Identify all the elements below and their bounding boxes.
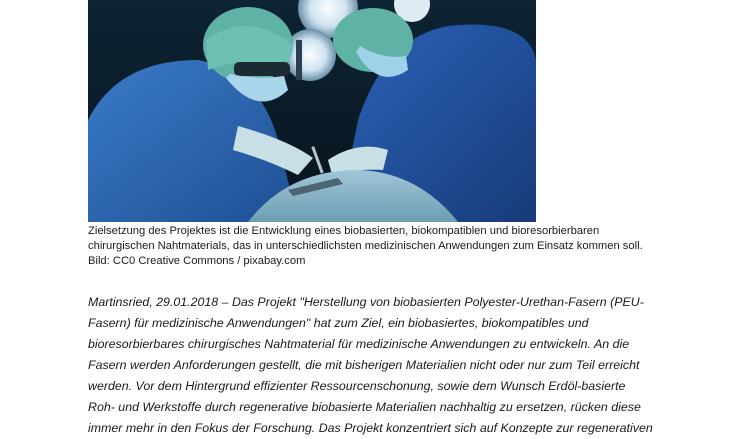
body-line: Fasern werden Anforderungen gestellt, die mit bisherigen Materialien nicht oder nur zum Teil erreicht [88,358,640,372]
body-line: immer mehr in den Fokus der Forschung. Das Projekt konzentriert sich auf Konzepte zur regenerativen [88,421,653,435]
caption-line: Zielsetzung des Projektes ist die Entwicklung eines biobasierten, biokompatiblen und bioresorbierbaren [88,225,600,237]
body-line: Martinsried, 29.01.2018 – Das Projekt "Herstellung von biobasierten Polyester-Urethan-Fasern (PEU- [88,295,644,309]
surgeons-photo-illustration [88,0,536,222]
caption-credit: Bild: CC0 Creative Commons / pixabay.com [88,255,306,267]
body-line: werden. Vor dem Hintergrund effizienter Ressourcenschonung, sowie dem Wunsch Erdöl-basierte [88,379,626,393]
press-release-body [88,292,688,439]
surgeons-photo [88,0,536,222]
body-line: bioresorbierbares chirurgisches Nahtmaterial für medizinische Anwendungen zu entwickeln. An die [88,337,630,351]
body-line: Roh- und Werkstoffe durch regenerative biobasierte Materialien nachhaltig zu ersetzen, rücken diese [88,400,641,414]
caption-line: chirurgischen Nahtmaterials, das in unterschiedlichsten medizinischen Anwendungen zum Einsatz kommen soll. [88,240,643,252]
image-caption [88,224,688,269]
body-line: Fasern) für medizinische Anwendungen" hat zum Ziel, ein biobasiertes, biokompatibles und [88,316,589,330]
